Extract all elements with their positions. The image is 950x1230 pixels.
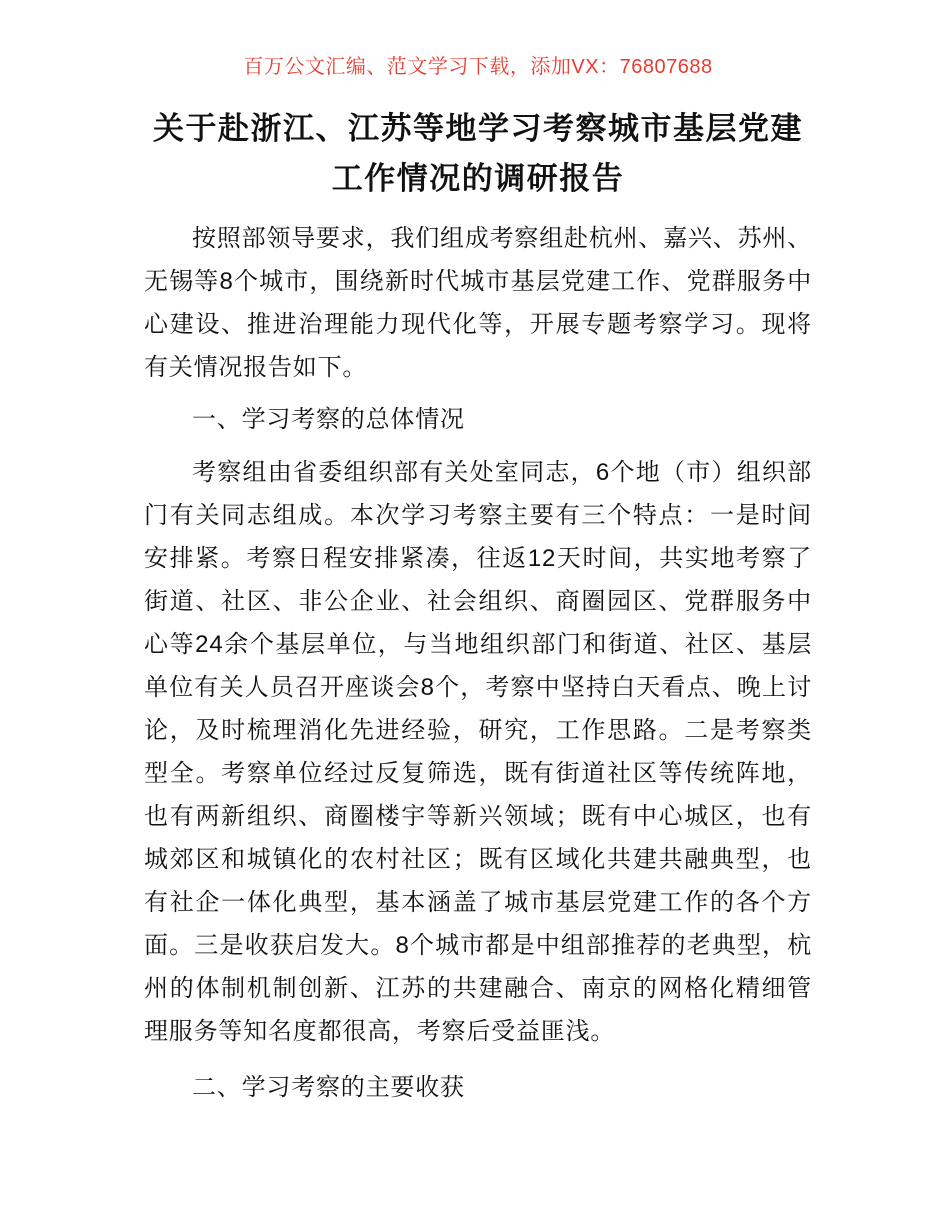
document-title-line2: 工作情况的调研报告	[331, 161, 625, 196]
paragraph-overview: 考察组由省委组织部有关处室同志，6个地（市）组织部门有关同志组成。本次学习考察主要有三个特点：一是时间安排紧。考察日程安排紧凑，往返12天时间，共实地考察了街道、社区、非公企业、社会组织、商圈园区、党群服务中心等24余个基层单位，与当地组织部门和街道、社区、基层单位有关人员召开座谈会8个，考察中坚持白天看点、晚上讨论，及时梳理消化先进经验，研究，工作思路。二是考察类型全。考察单位经过反复筛选，既有街道社区等传统阵地，也有两新组织、商圈楼宇等新兴领域；既有中心城区，也有城郊区和城镇化的农村社区；既有区域化共建共融典型，也有社企一体化典型，基本涵盖了城市基层党建工作的各个方面。三是收获启发大。8个城市都是中组部推荐的老典型，杭州的体制机制创新、江苏的共建融合、南京的网格化精细管理服务等知名度都很高，考察后受益匪浅。	[144, 459, 812, 1045]
document-title	[144, 104, 812, 204]
paragraph-intro: 按照部领导要求，我们组成考察组赴杭州、嘉兴、苏州、无锡等8个城市，围绕新时代城市基层党建工作、党群服务中心建设、推进治理能力现代化等，开展专题考察学习。现将有关情况报告如下。	[144, 225, 812, 381]
document-title-line1: 关于赴浙江、江苏等地学习考察城市基层党建	[153, 111, 803, 146]
section-heading-2: 二、学习考察的主要收获	[192, 1074, 465, 1101]
section-heading-1: 一、学习考察的总体情况	[192, 406, 465, 433]
watermark-notice: 百万公文汇编、范文学习下载，添加VX：76807688	[243, 56, 713, 78]
